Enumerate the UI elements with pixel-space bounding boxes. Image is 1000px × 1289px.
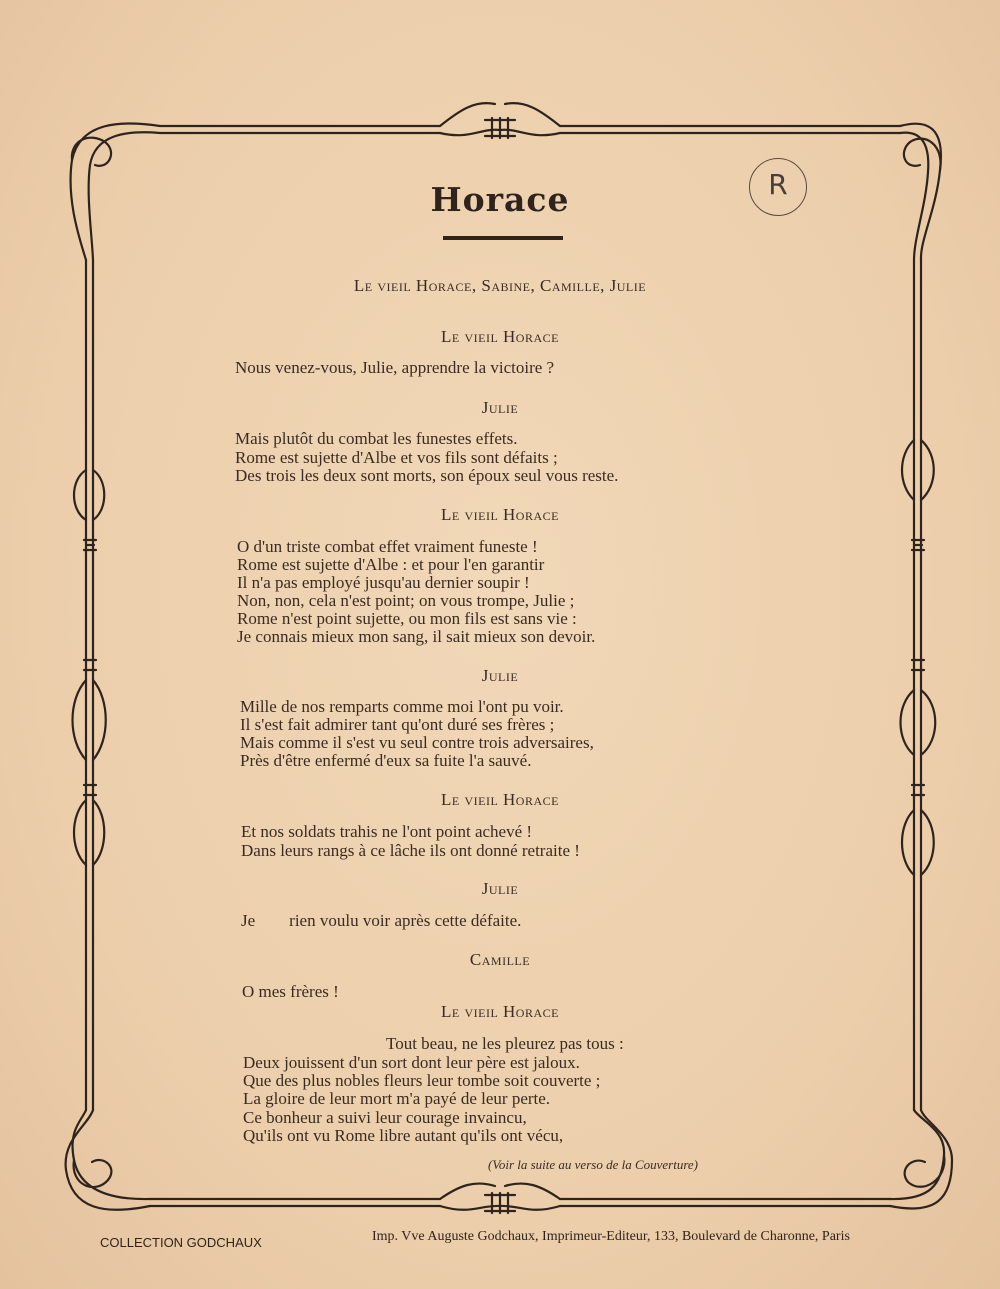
speaker-label: Le vieil Horace xyxy=(441,327,559,346)
title-underline xyxy=(443,236,563,240)
verse-line: Des trois les deux sont morts, son époux seul vous reste. xyxy=(235,466,619,485)
verse-line: Et nos soldats trahis ne l'ont point achevé ! xyxy=(241,822,533,841)
verse-line: Tout beau, ne les pleurez pas tous : xyxy=(386,1034,624,1053)
speaker-label: Le vieil Horace xyxy=(441,790,559,809)
verse-line: Nous venez-vous, Julie, apprendre la victoire ? xyxy=(235,358,555,377)
verse-line: Non, non, cela n'est point; on vous trompe, Julie ; xyxy=(237,591,575,610)
speaker-label: Camille xyxy=(469,950,531,969)
verse-line: Rome n'est point sujette, ou mon fils est sans vie : xyxy=(237,609,577,628)
continuation-note: (Voir la suite au verso de la Couverture) xyxy=(488,1157,699,1172)
speaker-label: Le vieil Horace xyxy=(441,1002,559,1021)
cast-list: Le vieil Horace, Sabine, Camille, Julie xyxy=(353,276,647,295)
verse-line: Près d'être enfermé d'eux sa fuite l'a sauvé. xyxy=(240,751,532,770)
verse-line: O d'un triste combat effet vraiment funeste ! xyxy=(237,537,538,556)
speaker-label: Julie xyxy=(481,666,519,685)
verse-line: Que des plus nobles fleurs leur tombe soit couverte ; xyxy=(243,1071,601,1090)
circled-stamp xyxy=(749,158,807,216)
verse-line: Mais comme il s'est vu seul contre trois adversaires, xyxy=(240,733,594,752)
verse-line: Il s'est fait admirer tant qu'ont duré ses frères ; xyxy=(240,715,555,734)
footer-printer: Imp. Vve Auguste Godchaux, Imprimeur-Editeur, 133, Boulevard de Charonne, Paris xyxy=(372,1229,850,1244)
verse-line: Deux jouissent d'un sort dont leur père est jaloux. xyxy=(243,1053,580,1072)
verse-line: La gloire de leur mort m'a payé de leur perte. xyxy=(243,1089,551,1108)
verse-line: Mille de nos remparts comme moi l'ont pu voir. xyxy=(240,697,564,716)
verse-line: Ce bonheur a suivi leur courage invaincu, xyxy=(243,1108,527,1127)
verse-line: Il n'a pas employé jusqu'au dernier soupir ! xyxy=(237,573,530,592)
speaker-label: Julie xyxy=(481,879,519,898)
verse-line: Mais plutôt du combat les funestes effets. xyxy=(235,429,518,448)
footer-collection: COLLECTION GODCHAUX xyxy=(100,1235,262,1250)
verse-line: Dans leurs rangs à ce lâche ils ont donné retraite ! xyxy=(241,841,580,860)
verse-line: Rome est sujette d'Albe : et pour l'en garantir xyxy=(237,555,545,574)
verse-line: Je rien voulu voir après cette défaite. xyxy=(241,911,522,930)
verse-line: Qu'ils ont vu Rome libre autant qu'ils ont vécu, xyxy=(243,1126,564,1145)
stamp-letter: R xyxy=(768,168,788,201)
verse-line: Rome est sujette d'Albe et vos fils sont défaits ; xyxy=(235,448,558,467)
speaker-label: Julie xyxy=(481,398,519,417)
verse-line: O mes frères ! xyxy=(242,982,339,1001)
page-title: Horace xyxy=(430,180,570,219)
verse-line: Je connais mieux mon sang, il sait mieux son devoir. xyxy=(237,627,596,646)
speaker-label: Le vieil Horace xyxy=(441,505,559,524)
